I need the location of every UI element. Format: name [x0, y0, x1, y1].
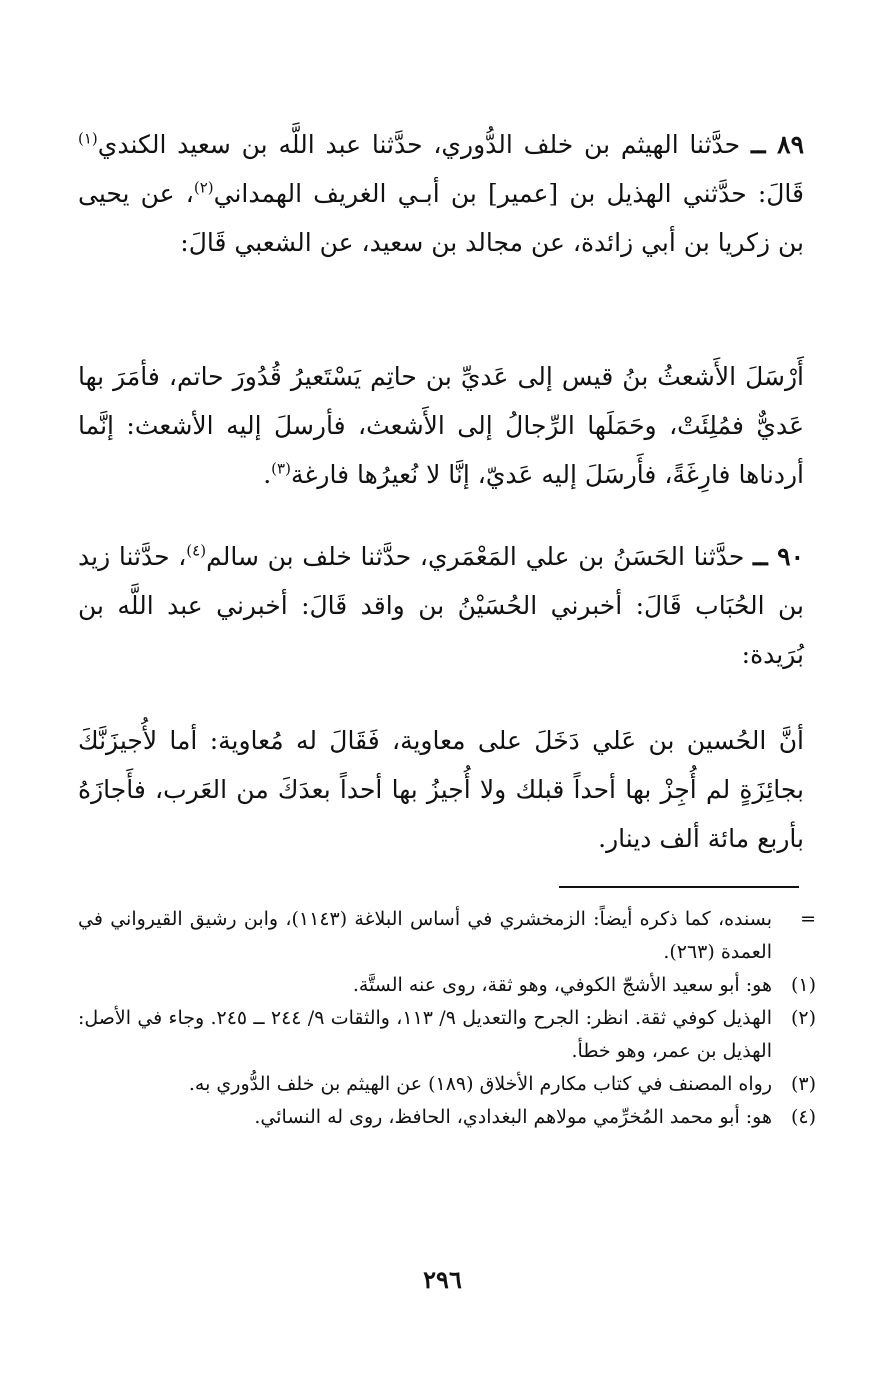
- footnote-mark: (١): [790, 974, 816, 996]
- hadith-90-matn: [78, 716, 804, 863]
- footnote-ref-3: (٣): [271, 459, 291, 478]
- footnote-mark: =: [800, 908, 816, 930]
- footnote-3: [78, 1068, 816, 1101]
- footnote-mark: (٤): [790, 1106, 816, 1128]
- footnote-mark: (٢): [790, 1007, 816, 1029]
- page-number: ٢٩٦: [423, 1265, 462, 1294]
- footnote-text: الهذيل كوفي ثقة. انظر: الجرح والتعديل ٩/ ١١٣، والثقات ٩/ ٢٤٤ ــ ٢٤٥. وجاء في الأصل: الهذيل بن عمر، وهو خطأ.: [78, 1007, 772, 1062]
- footnote-ref-2: (٢): [193, 178, 214, 197]
- footnote-text: هو: أبو سعيد الأشجّ الكوفي، وهو ثقة، روى عنه الستَّة.: [352, 974, 772, 996]
- hadith-89-isnad: [78, 120, 804, 267]
- footnotes: [78, 903, 816, 1134]
- hadith-90-matn-text: أنَّ الحُسين بن عَلي دَخَلَ على معاوية، فَقَالَ له مُعاوية: أما لأُجيزَنَّكَ بجائِزَةٍ لم أُجِزْ بها أحداً قبلك ولا أُجيزُ بها أحداً بعدَكَ من العَرب، فأَجازَهُ بأربع مائة ألف دينار.: [78, 726, 804, 853]
- isnad-part: ، عن يحيى بن زكريا بن أبي زائدة، عن مجالد بن سعيد، عن الشعبي قَالَ:: [78, 179, 804, 257]
- footnote-text: هو: أبو محمد المُخرِّمي مولاهم البغدادي، الحافظ، روى له النسائي.: [254, 1106, 772, 1128]
- footnote-text: رواه المصنف في كتاب مكارم الأخلاق (١٨٩) عن الهيثم بن خلف الدُّوري به.: [188, 1073, 772, 1095]
- footnote-text: بسنده، كما ذكره أيضاً: الزمخشري في أساس البلاغة (١١٤٣)، وابن رشيق القيرواني في العمدة (٢٦٣).: [78, 908, 772, 963]
- hadith-90-isnad-text: [78, 532, 804, 679]
- hadith-89-isnad-text: [78, 120, 804, 267]
- matn-end: .: [263, 460, 272, 489]
- hadith-89-matn-text: [78, 352, 804, 499]
- matn-part: أَرْسَلَ الأَشعثُ بنُ قيس إلى عَديِّ بن حاتِم يَسْتَعيرُ قُدُورَ حاتم، فأمَرَ بها عَديٌّ فمُلِئَتْ، وحَمَلَها الرِّجالُ إلى الأَشعث، فأرسلَ إليه الأشعث: إنَّما أردناها فارِغَةً، فأَرسَلَ إليه عَديّ، إنَّا لا نُعيرُها فارغة: [78, 362, 804, 489]
- isnad-part: حدَّثنا الحَسَنُ بن علي المَعْمَري، حدَّثنا خلف بن سالم: [206, 542, 754, 571]
- hadith-89-matn: [78, 352, 804, 499]
- footnote-1: [78, 969, 816, 1002]
- footnote-ref-4: (٤): [186, 541, 207, 560]
- hadith-90-number: ٩٠ ــ: [753, 542, 804, 571]
- footnote-mark: (٣): [790, 1073, 816, 1095]
- isnad-part: قَالَ: حدَّثني الهذيل بن [عمير] بن أبـي الغريف الهمداني: [213, 179, 804, 208]
- footnote-separator: [559, 886, 799, 888]
- footnote-ref-1: (١): [78, 129, 98, 148]
- isnad-part: ، حدَّثنا زيد بن الحُبَاب قَالَ: أخبرني الحُسَيْنُ بن واقد قَالَ: أخبرني عبد اللَّه بن بُرَيدة:: [78, 542, 804, 669]
- hadith-90-isnad: [78, 532, 804, 679]
- footnote-4: [78, 1101, 816, 1134]
- isnad-part: حدَّثنا الهيثم بن خلف الدُّوري، حدَّثنا عبد اللَّه بن سعيد الكندي: [97, 130, 751, 159]
- hadith-89-number: ٨٩ ــ: [750, 130, 805, 159]
- footnote-2: [78, 1002, 816, 1068]
- footnote-continuation: [78, 903, 816, 969]
